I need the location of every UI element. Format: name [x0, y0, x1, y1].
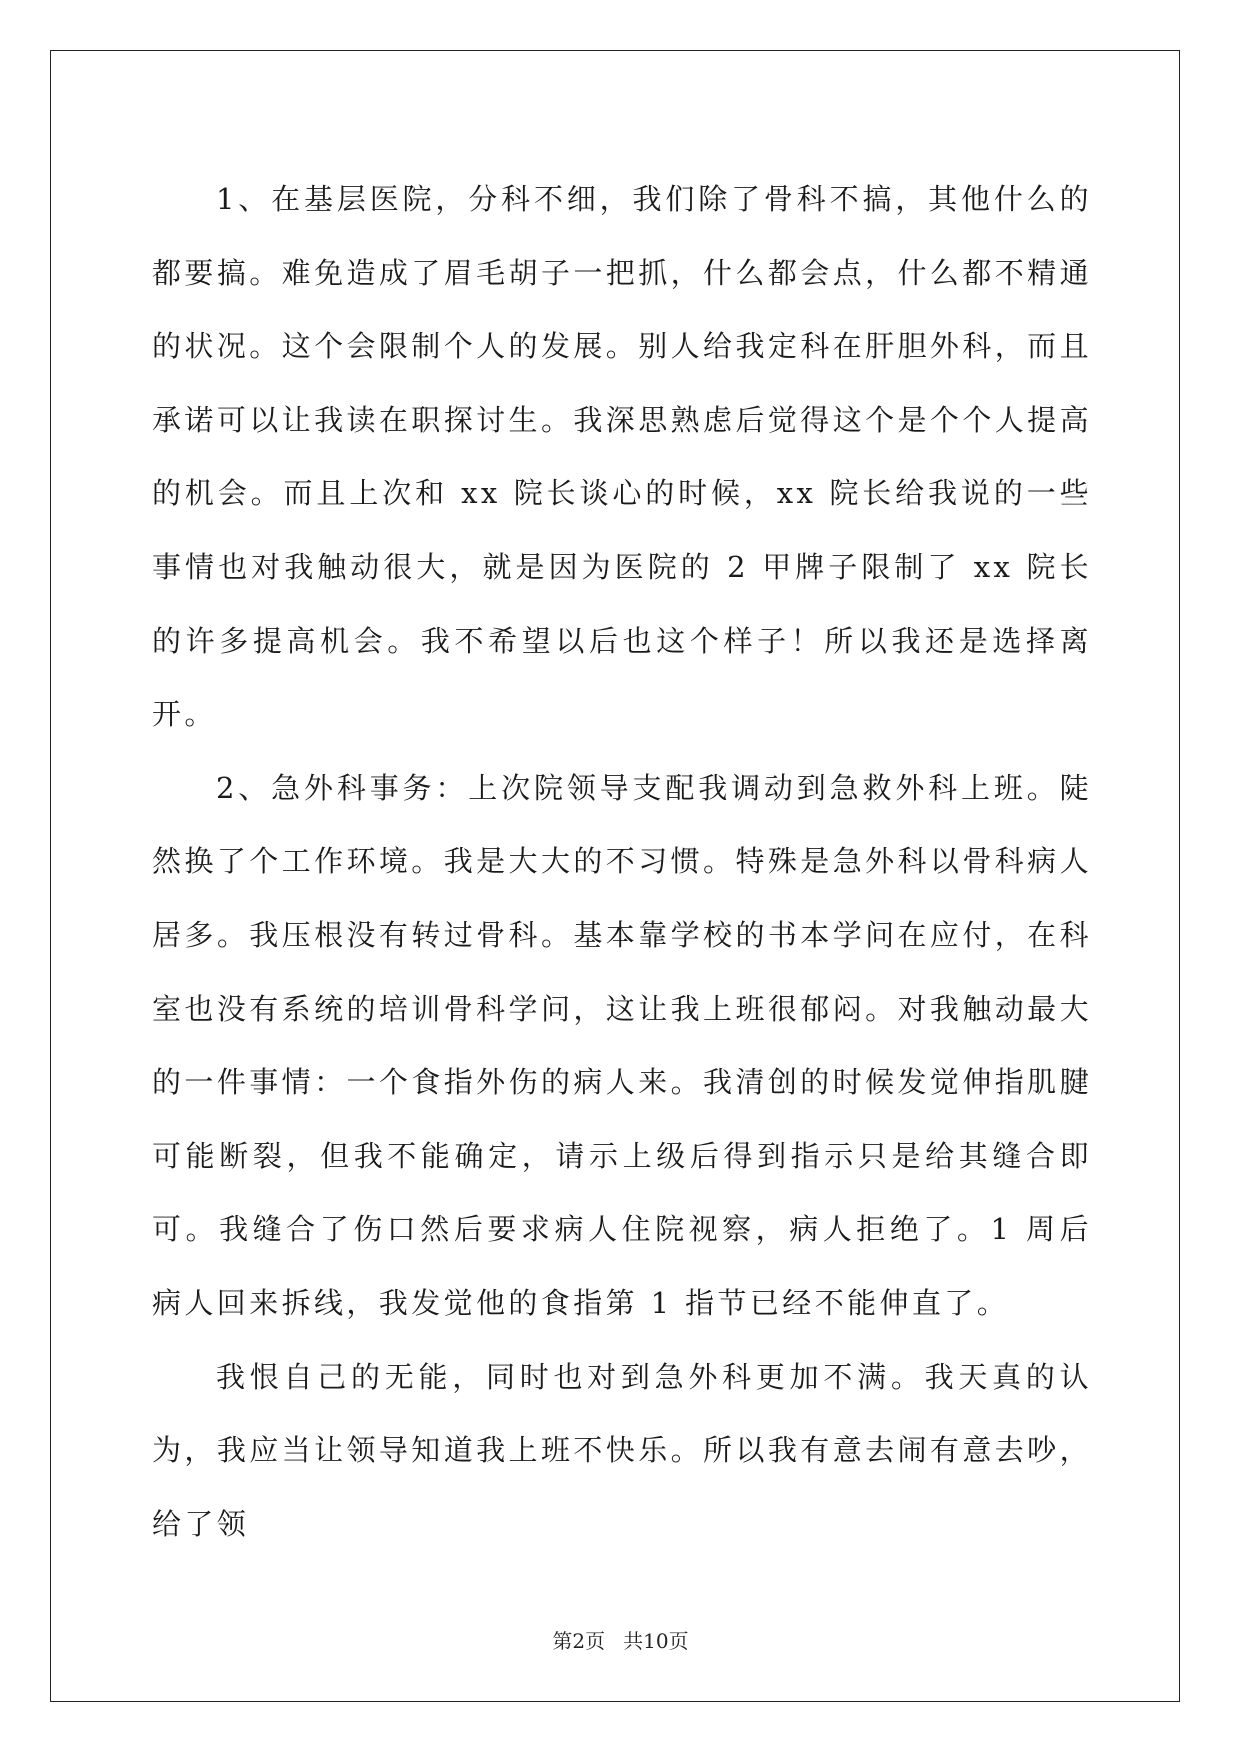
page-total: 共10页	[623, 1629, 689, 1653]
paragraph-2: 2、急外科事务：上次院领导支配我调动到急救外科上班。陡然换了个工作环境。我是大大的不习惯。特殊是急外科以骨科病人居多。我压根没有转过骨科。基本靠学校的书本学问在应付，在科室也没有系统的培训骨科学问，这让我上班很郁闷。对我触动最大的一件事情：一个食指外伤的病人来。我清创的时候发觉伸指肌腱可能断裂，但我不能确定，请示上级后得到指示只是给其缝合即可。我缝合了伤口然后要求病人住院视察，病人拒绝了。1 周后病人回来拆线，我发觉他的食指第 1 指节已经不能伸直了。	[152, 770, 1092, 1320]
page-number: 第2页	[552, 1629, 606, 1653]
paragraph-1: 1、在基层医院，分科不细，我们除了骨科不搞，其他什么的都要搞。难免造成了眉毛胡子一把抓，什么都会点，什么都不精通的状况。这个会限制个人的发展。别人给我定科在肝胆外科，而且承诺可以让我读在职探讨生。我深思熟虑后觉得这个是个个人提高的机会。而且上次和 xx 院长谈心的时候，xx 院长给我说的一些事情也对我触动很大，就是因为医院的 2 甲牌子限制了 xx 院长的许多提高机会。我不希望以后也这个样子！所以我还是选择离开。	[152, 182, 1092, 732]
paragraph-3: 我恨自己的无能，同时也对到急外科更加不满。我天真的认为，我应当让领导知道我上班不快乐。所以我有意去闹有意去吵，给了领	[152, 1359, 1092, 1541]
document-body	[152, 163, 1092, 1561]
page-footer	[0, 1625, 1241, 1654]
